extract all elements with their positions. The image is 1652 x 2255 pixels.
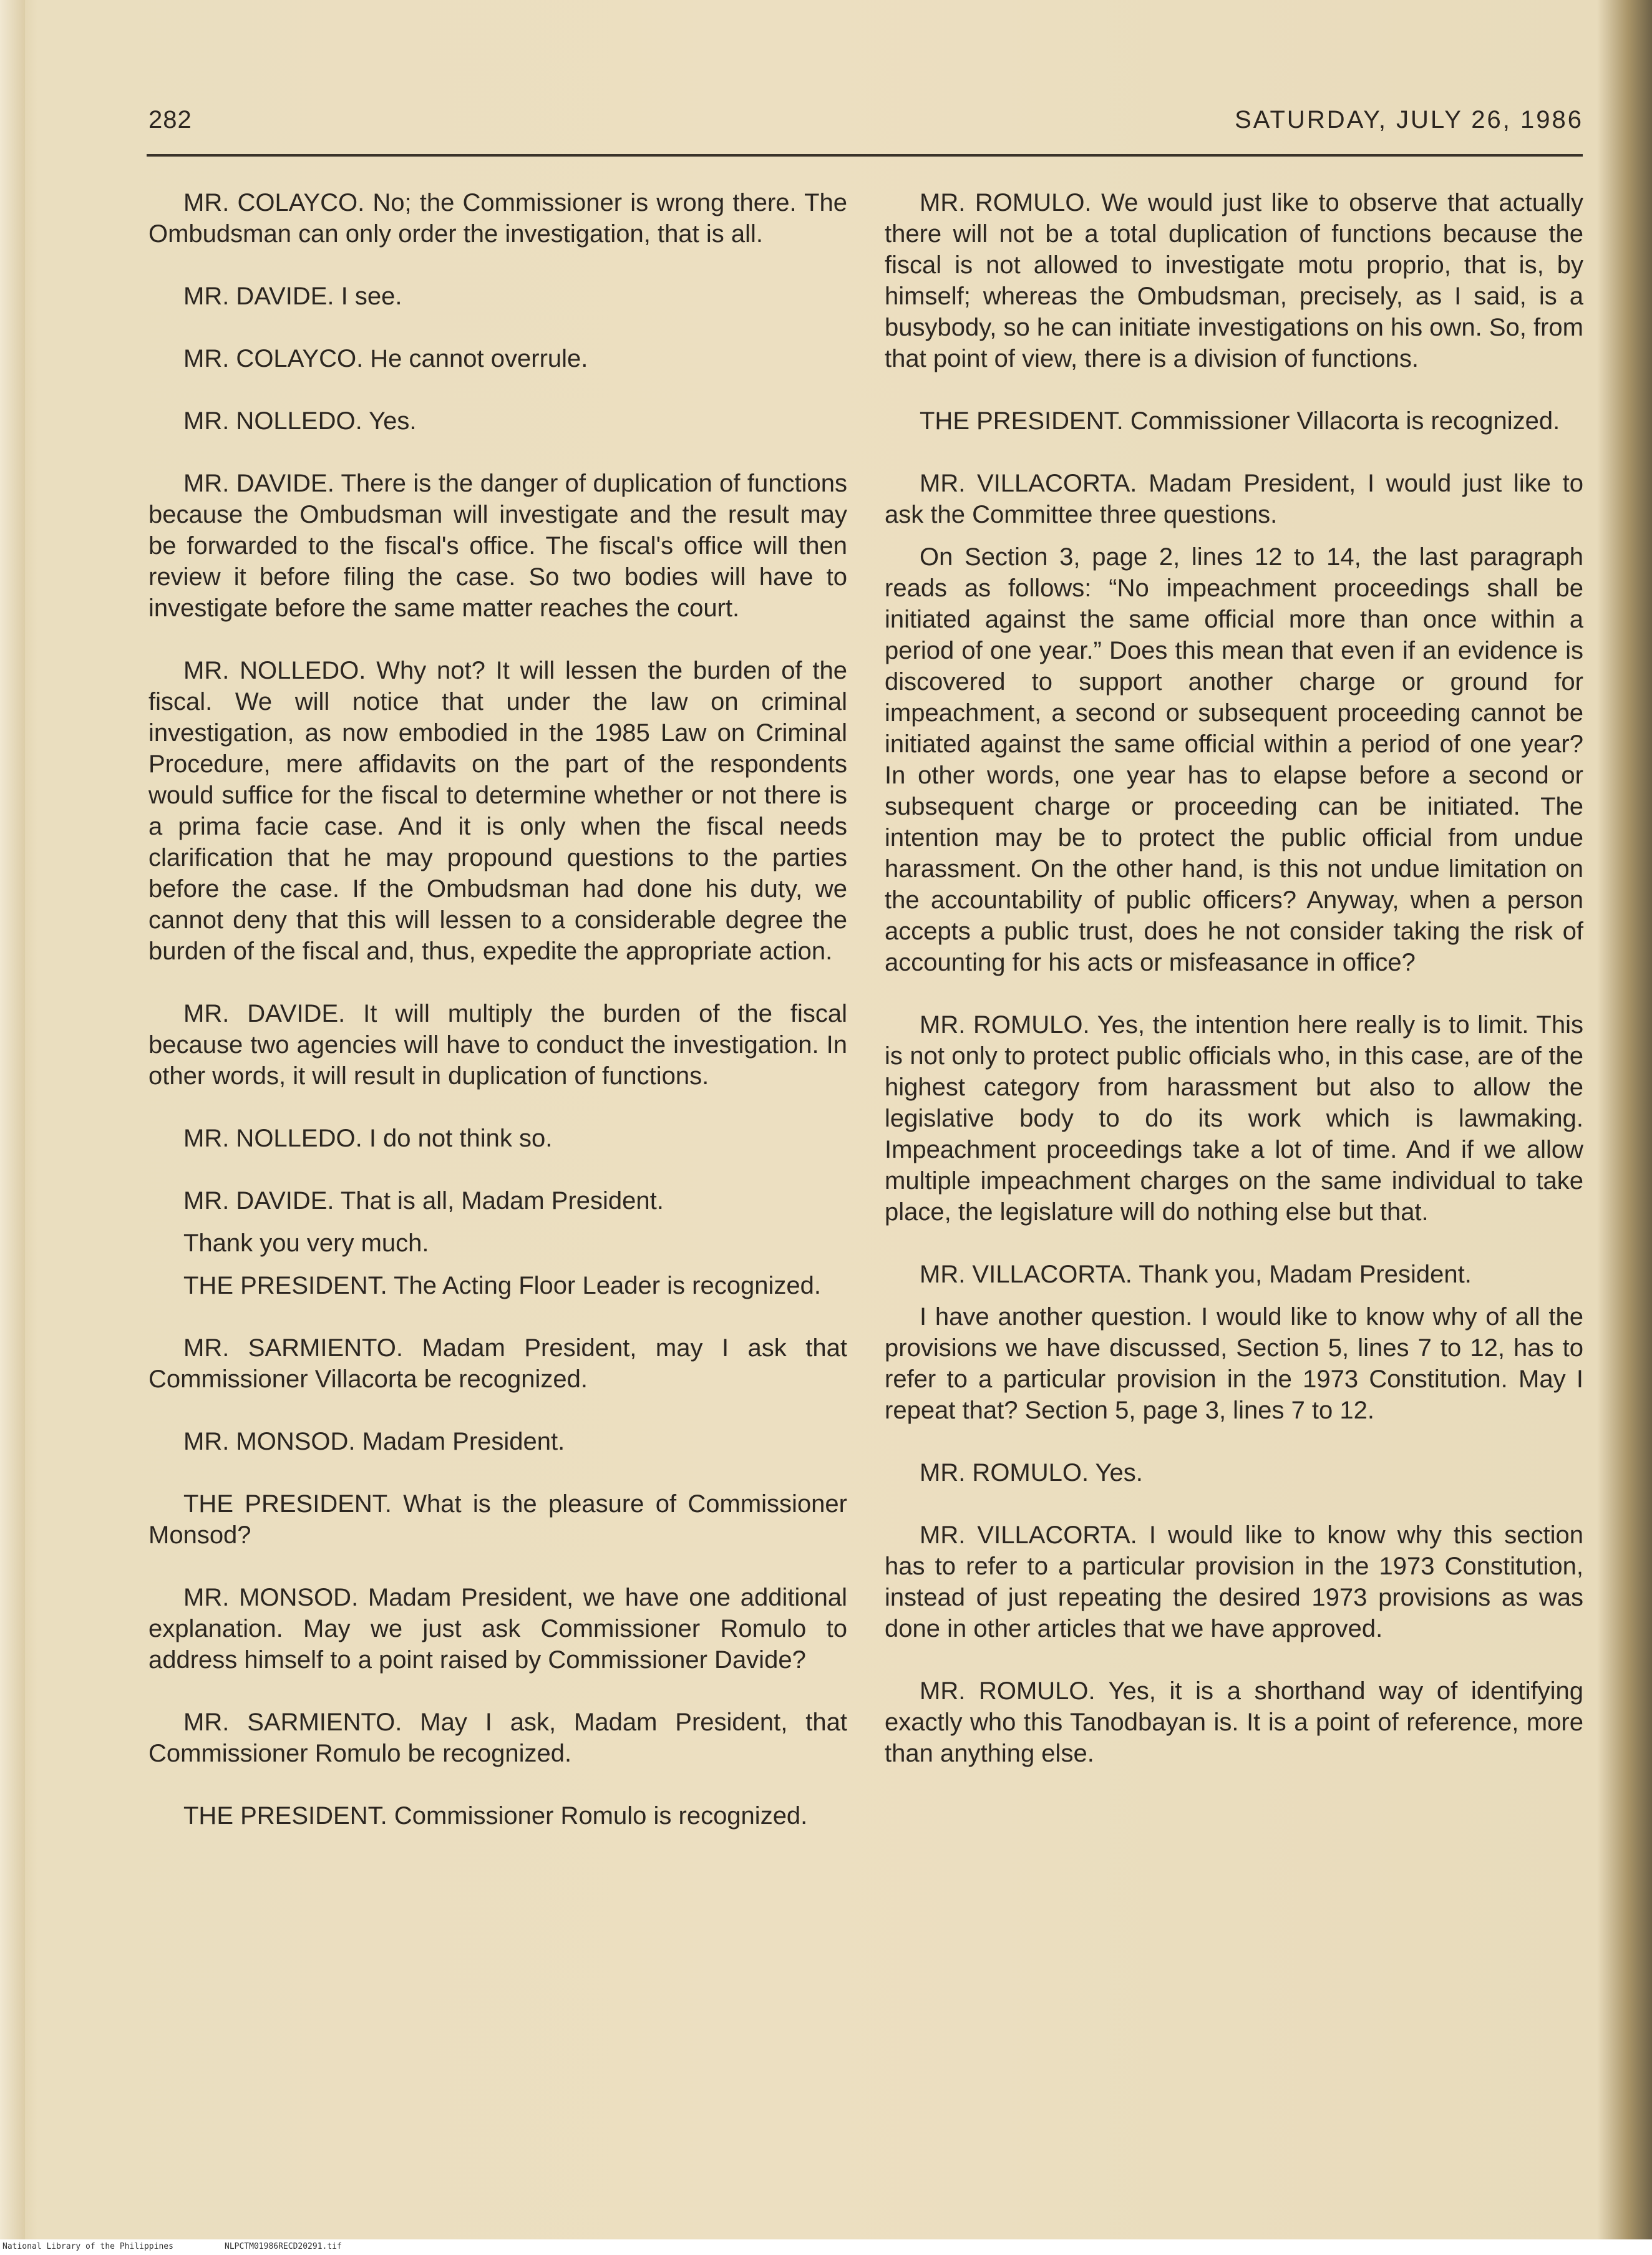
paragraph: Thank you very much.	[183, 1229, 429, 1257]
paragraph: MR. ROMULO. Yes, the intention here really is to limit. This is not only to protect public officials who, in this case, are of the highest category from harassment but also to allow the legislative body to do its work which is lawmaking. Impeachment proceedings take a lot of time. And if we allow multiple impeachment charges on the same individual to take place, the legislature will do nothing else but that.	[885, 1011, 1583, 1226]
paragraph: MR. VILLACORTA. Thank you, Madam President.	[920, 1261, 1472, 1288]
paragraph: MR. SARMIENTO. Madam President, may I ask that Commissioner Villacorta be recognized.	[148, 1334, 847, 1393]
paragraph: THE PRESIDENT. The Acting Floor Leader is recognized.	[183, 1272, 821, 1299]
paragraph: THE PRESIDENT. Commissioner Villacorta is recognized.	[920, 407, 1560, 435]
paragraph: MR. COLAYCO. He cannot overrule.	[183, 345, 588, 372]
paragraph: MR. MONSOD. Madam President, we have one additional explanation. May we just ask Commissioner Romulo to address himself to a point raised by Commissioner Davide?	[148, 1584, 847, 1674]
paragraph: MR. DAVIDE. There is the danger of duplication of functions because the Ombudsman will investigate and the result may be forwarded to the fiscal's office. The fiscal's office will then review it before filing the case. So two bodies will have to investigate before the same matter reaches the court.	[148, 470, 847, 622]
paragraph: MR. DAVIDE. I see.	[183, 283, 402, 310]
paragraph: MR. VILLACORTA. Madam President, I would just like to ask the Committee three questions.	[885, 470, 1583, 528]
paragraph: MR. DAVIDE. It will multiply the burden of the fiscal because two agencies will have to conduct the investigation. In other words, it will result in duplication of functions.	[148, 1000, 847, 1090]
left-column	[148, 187, 847, 1831]
page-header	[148, 100, 1583, 143]
paragraph: THE PRESIDENT. What is the pleasure of Commissioner Monsod?	[148, 1490, 847, 1549]
paragraph: MR. NOLLEDO. Why not? It will lessen the burden of the fiscal. We will notice that under the law on criminal investigation, as now embodied in the 1985 Law on Criminal Procedure, mere affidavits on the part of the respondents would suffice for the fiscal to determine whether or not there is a prima facie case. And it is only when the fiscal needs clarification that he may propound questions to the parties before the case. If the Ombudsman had done his duty, we cannot deny that this will lessen to a considerable degree the burden of the fiscal and, thus, expedite the appropriate action.	[148, 657, 847, 965]
paragraph: MR. NOLLEDO. I do not think so.	[183, 1125, 553, 1152]
paragraph: MR. COLAYCO. No; the Commissioner is wrong there. The Ombudsman can only order the investigation, that is all.	[148, 189, 847, 248]
paragraph: MR. DAVIDE. That is all, Madam President.	[183, 1187, 664, 1215]
paragraph: MR. VILLACORTA. I would like to know why this section has to refer to a particular provision in the 1973 Constitution, instead of just repeating the desired 1973 provisions as was done in other articles that we have approved.	[885, 1521, 1583, 1642]
paragraph: MR. NOLLEDO. Yes.	[183, 407, 417, 435]
paragraph: MR. ROMULO. We would just like to observe that actually there will not be a total duplication of functions because the fiscal is not allowed to investigate motu proprio, that is, by himself; whereas the Ombudsman, precisely, as I said, is a busybody, so he can initiate investigations on his own. So, from that point of view, there is a division of functions.	[885, 189, 1583, 372]
footer-filename: NLPCTM01986RECD20291.tif	[225, 2242, 342, 2251]
footer-library: National Library of the Philippines	[2, 2242, 173, 2251]
paragraph: MR. ROMULO. Yes.	[920, 1459, 1143, 1486]
paragraph: THE PRESIDENT. Commissioner Romulo is recognized.	[183, 1802, 808, 1830]
scan-footer	[0, 2239, 1652, 2255]
paragraph: MR. MONSOD. Madam President.	[183, 1428, 565, 1455]
session-date: SATURDAY, JULY 26, 1986	[1235, 106, 1583, 133]
paragraph: MR. SARMIENTO. May I ask, Madam President, that Commissioner Romulo be recognized.	[148, 1709, 847, 1767]
binding-edge	[0, 0, 25, 2255]
right-column	[885, 187, 1583, 1769]
paragraph: On Section 3, page 2, lines 12 to 14, the last paragraph reads as follows: “No impeachment proceedings shall be initiated against the same official more than once within a period of one year.” Does this mean that even if an evidence is discovered to support another charge or ground for impeachment, a second or subsequent proceeding cannot be initiated against the same official within a period of one year? In other words, one year has to elapse before a second or subsequent charge or proceeding can be initiated. The intention may be to protect the public official from undue harassment. On the other hand, is this not undue limitation on the accountability of public officers? Anyway, when a person accepts a public trust, does he not consider taking the risk of accounting for his acts or misfeasance in office?	[885, 543, 1583, 976]
paragraph: MR. ROMULO. Yes, it is a shorthand way of identifying exactly who this Tanodbayan is. It is a point of reference, more than anything else.	[885, 1677, 1583, 1767]
header-rule	[147, 154, 1583, 157]
paragraph: I have another question. I would like to know why of all the provisions we have discussed, Section 5, lines 7 to 12, has to refer to a particular provision in the 1973 Constitution. May I repeat that? Section 5, page 3, lines 7 to 12.	[885, 1303, 1583, 1424]
page-number: 282	[148, 106, 192, 133]
